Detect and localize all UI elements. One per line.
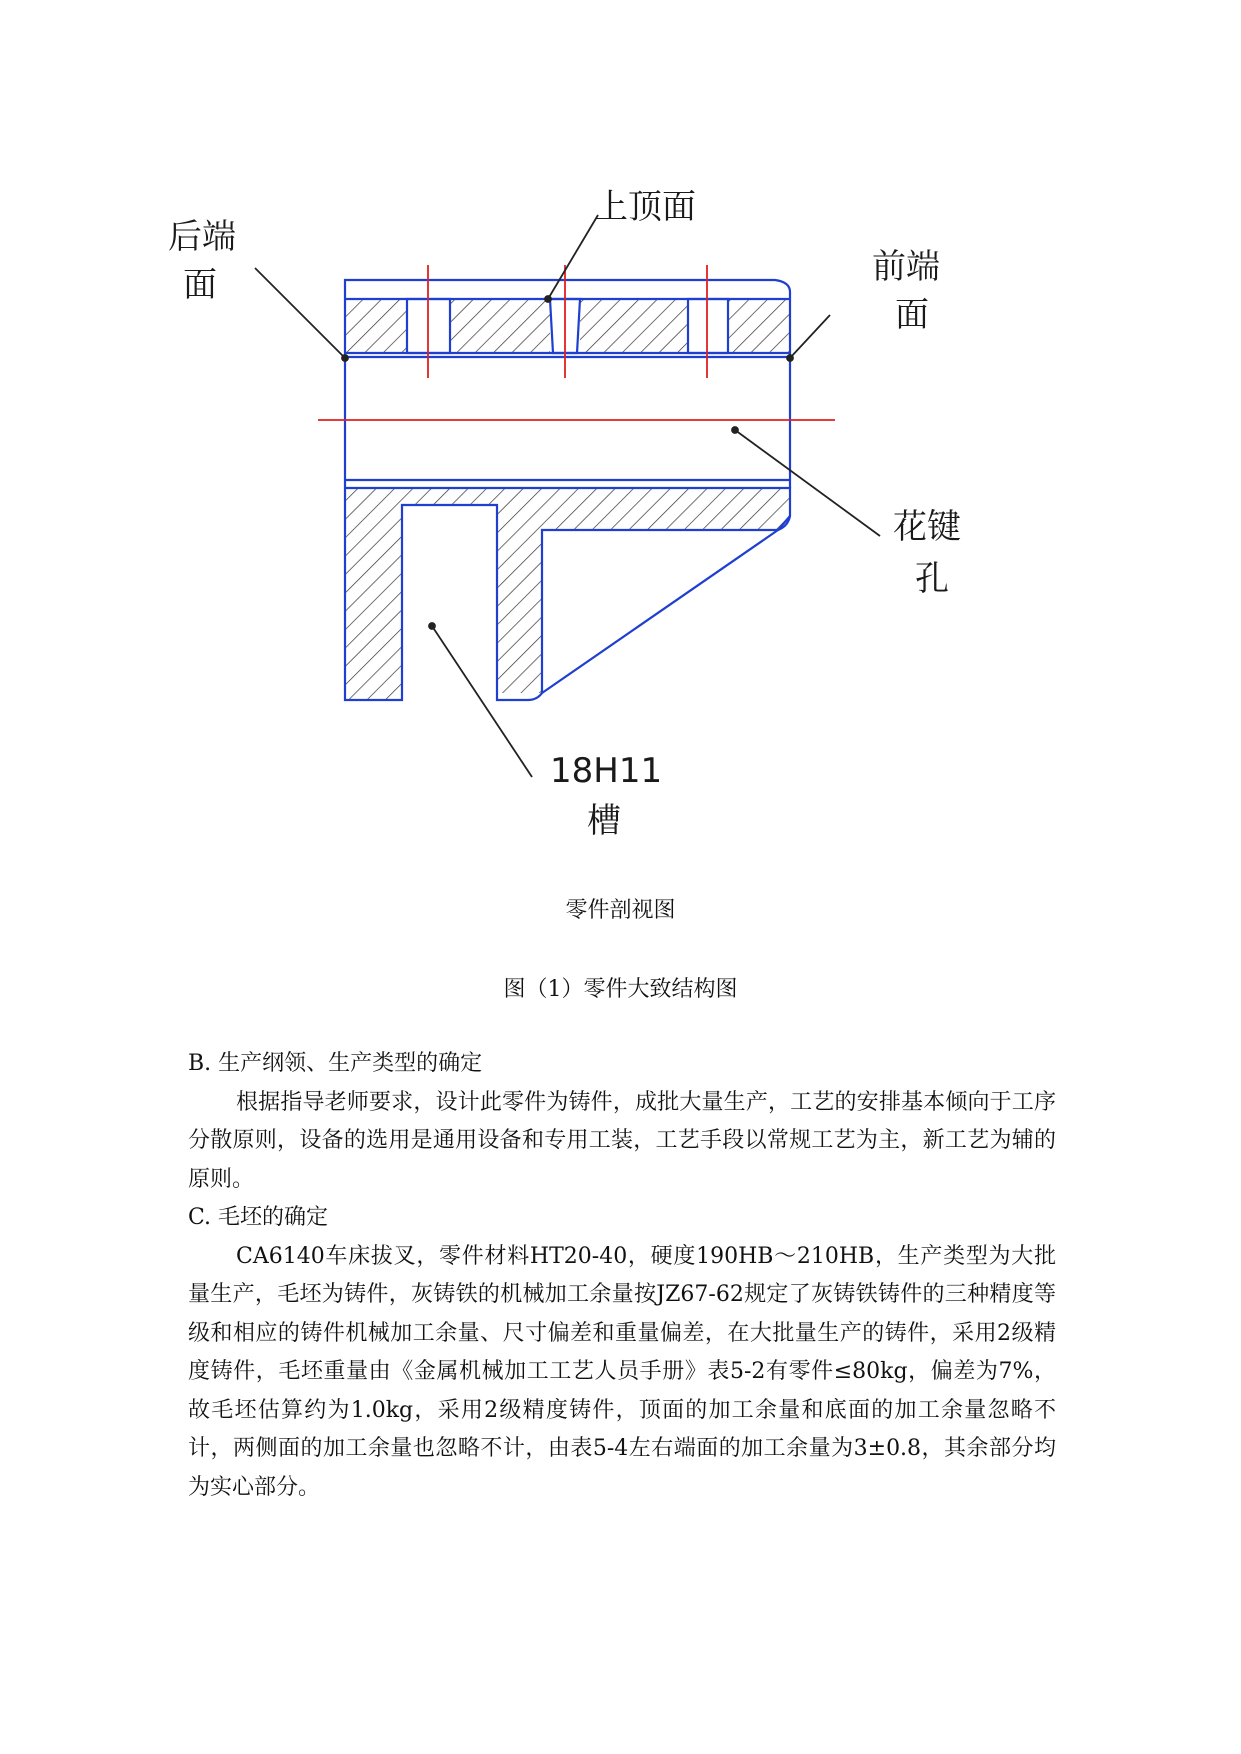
slot-label-line1: 18H11 (550, 751, 663, 791)
section-c-paragraph: CA6140车床拔叉，零件材料HT20-40，硬度190HB～210HB，生产类型为大批量生产，毛坯为铸件，灰铸铁的机械加工余量按JZ67-62规定了灰铸铁铸件的三种精度等级和相应的铸件机械加工余量、尺寸偏差和重量偏差，在大批量生产的铸件，采用2级精度铸件，毛坯重量由《金属机械加工工艺人员手册》表5-2有零件≤80kg，偏差为7%，故毛坯估算约为1.0kg，采用2级精度铸件，顶面的加工余量和底面的加工余量忽略不计，两侧面的加工余量也忽略不计，由表5-4左右端面的加工余量为3±0.8，其余部分均为实心部分。 (188, 1243, 1056, 1500)
body-text (188, 1045, 1056, 1507)
rear-face-label-line1: 后端 (168, 217, 236, 257)
front-face-label-line1: 前端 (872, 247, 940, 287)
spline-hole-label-line1: 花键 (893, 507, 961, 547)
top-face-label: 上顶面 (594, 187, 696, 227)
slot-label-line2: 槽 (587, 801, 621, 841)
upper-wall-hatching (345, 299, 790, 353)
lower-body-hatching (345, 488, 790, 700)
spline-hole-label-line2: 孔 (915, 559, 949, 599)
section-heading-b: B. 生产纲领、生产类型的确定 (188, 1051, 483, 1076)
section-heading-c: C. 毛坯的确定 (188, 1205, 329, 1230)
front-face-label-line2: 面 (895, 295, 929, 335)
rear-face-label-line2: 面 (183, 265, 217, 305)
section-b-paragraph: 根据指导老师要求，设计此零件为铸件，成批大量生产，工艺的安排基本倾向于工序分散原则，设备的选用是通用设备和专用工装，工艺手段以常规工艺为主，新工艺为辅的原则。 (188, 1089, 1056, 1192)
figure-caption: 图（1）零件大致结构图 (503, 977, 738, 1002)
figure-subcaption: 零件剖视图 (565, 898, 676, 923)
